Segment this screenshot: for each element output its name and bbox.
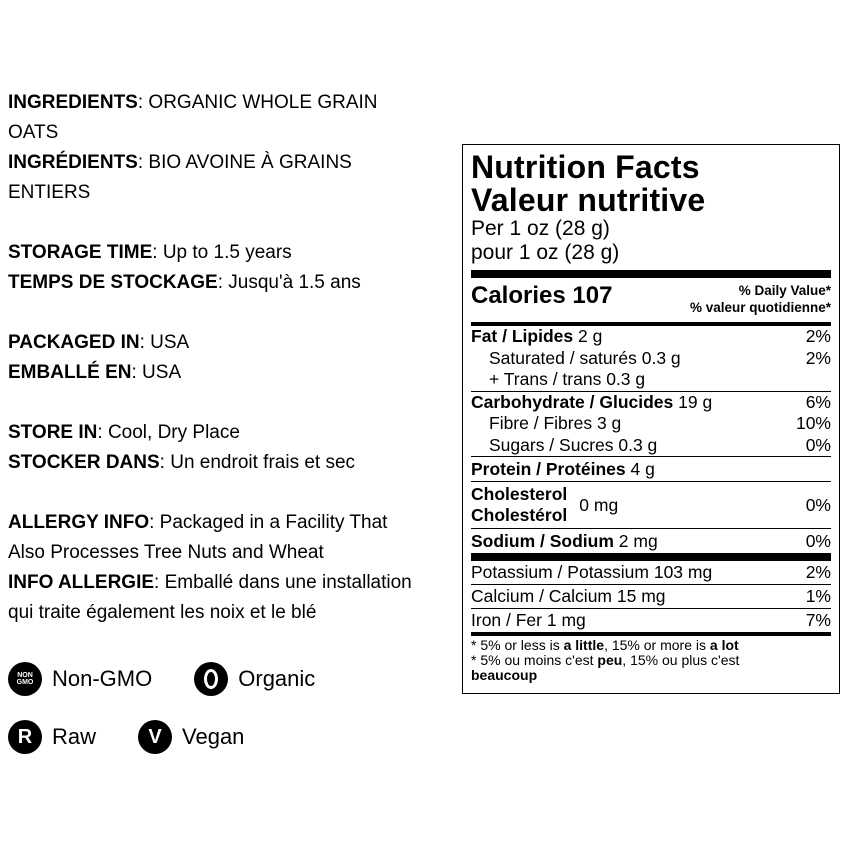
daily-value-footnote xyxy=(471,636,831,683)
packaged-fr-value: : USA xyxy=(131,362,182,383)
organic-label: Organic xyxy=(238,666,316,691)
fat-row xyxy=(471,326,831,348)
calcium-pct: 1% xyxy=(805,586,831,606)
raw-icon: R xyxy=(8,720,42,754)
sodium-amount: 2 mg xyxy=(613,531,658,551)
carbohydrate-pct: 6% xyxy=(805,391,831,412)
cholesterol-en: Cholesterol xyxy=(471,484,568,504)
ingredients-en-cont: OATS xyxy=(8,122,59,143)
allergy-fr-cont: qui traite également les noix et le blé xyxy=(8,602,317,623)
ingredients-fr xyxy=(8,148,458,178)
fibre-row xyxy=(471,413,831,435)
saturated-row xyxy=(471,348,831,370)
non-gmo-icon-line1: NON xyxy=(17,672,33,679)
cholesterol-row xyxy=(471,482,831,528)
saturated-name: Saturated / saturés 0.3 g xyxy=(489,347,681,368)
carbohydrate-amount: 19 g xyxy=(673,391,713,412)
packaged-en-value: : USA xyxy=(139,332,190,353)
sodium-name: Sodium / Sodium xyxy=(471,531,614,551)
serving-size-en: Per 1 oz (28 g) xyxy=(471,217,610,240)
footnote-fr-cont: beaucoup xyxy=(471,667,538,683)
badge-raw xyxy=(8,720,96,754)
calories-row xyxy=(471,278,831,322)
store-fr xyxy=(8,448,458,478)
sodium-row xyxy=(471,529,831,553)
footnote-fr: * 5% ou moins c'est peu, 15% ou plus c'est xyxy=(471,652,740,668)
store-fr-label: STOCKER DANS xyxy=(8,452,160,473)
iron-row xyxy=(471,609,831,632)
carbohydrate-name: Carbohydrate / Glucides xyxy=(471,391,674,412)
potassium-name: Potassium / Potassium 103 mg xyxy=(471,562,713,582)
fibre-name: Fibre / Fibres 3 g xyxy=(489,413,622,433)
potassium-pct: 2% xyxy=(805,562,831,582)
non-gmo-icon-line2: GMO xyxy=(16,679,34,686)
calories-label: Calories 107 xyxy=(471,282,613,309)
protein-row xyxy=(471,457,831,481)
protein-name: Protein / Protéines xyxy=(471,459,626,479)
allergy-fr-label: INFO ALLERGIE xyxy=(8,572,155,593)
sugars-pct: 0% xyxy=(805,434,831,455)
fat-name: Fat / Lipides xyxy=(471,326,574,346)
raw-label: Raw xyxy=(52,724,97,749)
fat-pct: 2% xyxy=(805,326,831,346)
serving-size-fr: pour 1 oz (28 g) xyxy=(471,241,620,264)
trans-name: + Trans / trans 0.3 g xyxy=(489,369,646,389)
daily-value-en: % Daily Value* xyxy=(738,283,831,298)
fibre-pct: 10% xyxy=(795,413,831,433)
certification-badges xyxy=(8,660,458,776)
store-fr-value: : Un endroit frais et sec xyxy=(159,452,356,473)
daily-value-header xyxy=(690,282,831,316)
store-en xyxy=(8,418,458,448)
allergy-en xyxy=(8,508,458,538)
badge-vegan xyxy=(138,720,244,754)
allergy-en-value: : Packaged in a Facility That xyxy=(149,512,388,533)
sugars-name: Sugars / Sucres 0.3 g xyxy=(489,434,658,455)
storage-en xyxy=(8,238,458,268)
allergy-en-label: ALLERGY INFO xyxy=(8,512,150,533)
ingredients-en-label: INGREDIENTS xyxy=(8,92,138,113)
nutrition-title-en: Nutrition Facts xyxy=(471,149,700,185)
fat-amount: 2 g xyxy=(573,326,603,346)
store-en-value: : Cool, Dry Place xyxy=(97,422,240,443)
badge-non-gmo xyxy=(8,662,152,696)
potassium-row xyxy=(471,561,831,584)
saturated-pct: 2% xyxy=(805,347,831,368)
vegan-label: Vegan xyxy=(182,724,245,749)
iron-pct: 7% xyxy=(805,610,831,630)
packaged-en xyxy=(8,328,458,358)
protein-amount: 4 g xyxy=(625,459,655,479)
iron-name: Iron / Fer 1 mg xyxy=(471,610,586,630)
non-gmo-label: Non-GMO xyxy=(52,666,153,691)
allergy-fr xyxy=(8,568,458,598)
ingredients-en xyxy=(8,88,458,118)
sodium-pct: 0% xyxy=(805,531,831,551)
calcium-name: Calcium / Calcium 15 mg xyxy=(471,586,666,606)
allergy-en-cont: Also Processes Tree Nuts and Wheat xyxy=(8,542,324,563)
non-gmo-icon xyxy=(8,662,42,696)
nutrition-facts-panel xyxy=(462,144,840,694)
packaged-fr xyxy=(8,358,458,388)
product-info xyxy=(8,88,458,628)
calcium-row xyxy=(471,585,831,608)
sugars-row xyxy=(471,435,831,457)
carbohydrate-row xyxy=(471,392,831,414)
cholesterol-pct: 0% xyxy=(805,494,831,515)
storage-fr-label: TEMPS DE STOCKAGE xyxy=(8,272,218,293)
ingredients-fr-label: INGRÉDIENTS xyxy=(8,152,138,173)
nutrition-title-fr: Valeur nutritive xyxy=(471,182,706,218)
trans-row xyxy=(471,369,831,391)
storage-fr xyxy=(8,268,458,298)
storage-en-label: STORAGE TIME xyxy=(8,242,153,263)
cholesterol-amount: 0 mg xyxy=(579,494,619,515)
daily-value-fr: % valeur quotidienne* xyxy=(689,300,831,315)
packaged-en-label: PACKAGED IN xyxy=(8,332,140,353)
store-en-label: STORE IN xyxy=(8,422,98,443)
allergy-fr-value: : Emballé dans une installation xyxy=(154,572,412,593)
ingredients-fr-value: : BIO AVOINE À GRAINS xyxy=(137,152,352,173)
storage-en-value: : Up to 1.5 years xyxy=(152,242,292,263)
storage-fr-value: : Jusqu'à 1.5 ans xyxy=(217,272,361,293)
organic-icon xyxy=(194,662,228,696)
badge-organic xyxy=(194,662,315,696)
ingredients-fr-cont: ENTIERS xyxy=(8,182,91,203)
vegan-icon: V xyxy=(138,720,172,754)
cholesterol-fr: Cholestérol xyxy=(471,505,568,525)
footnote-en: * 5% or less is a little, 15% or more is a lot xyxy=(471,637,739,653)
ingredients-en-value: : ORGANIC WHOLE GRAIN xyxy=(137,92,378,113)
packaged-fr-label: EMBALLÉ EN xyxy=(8,362,132,383)
